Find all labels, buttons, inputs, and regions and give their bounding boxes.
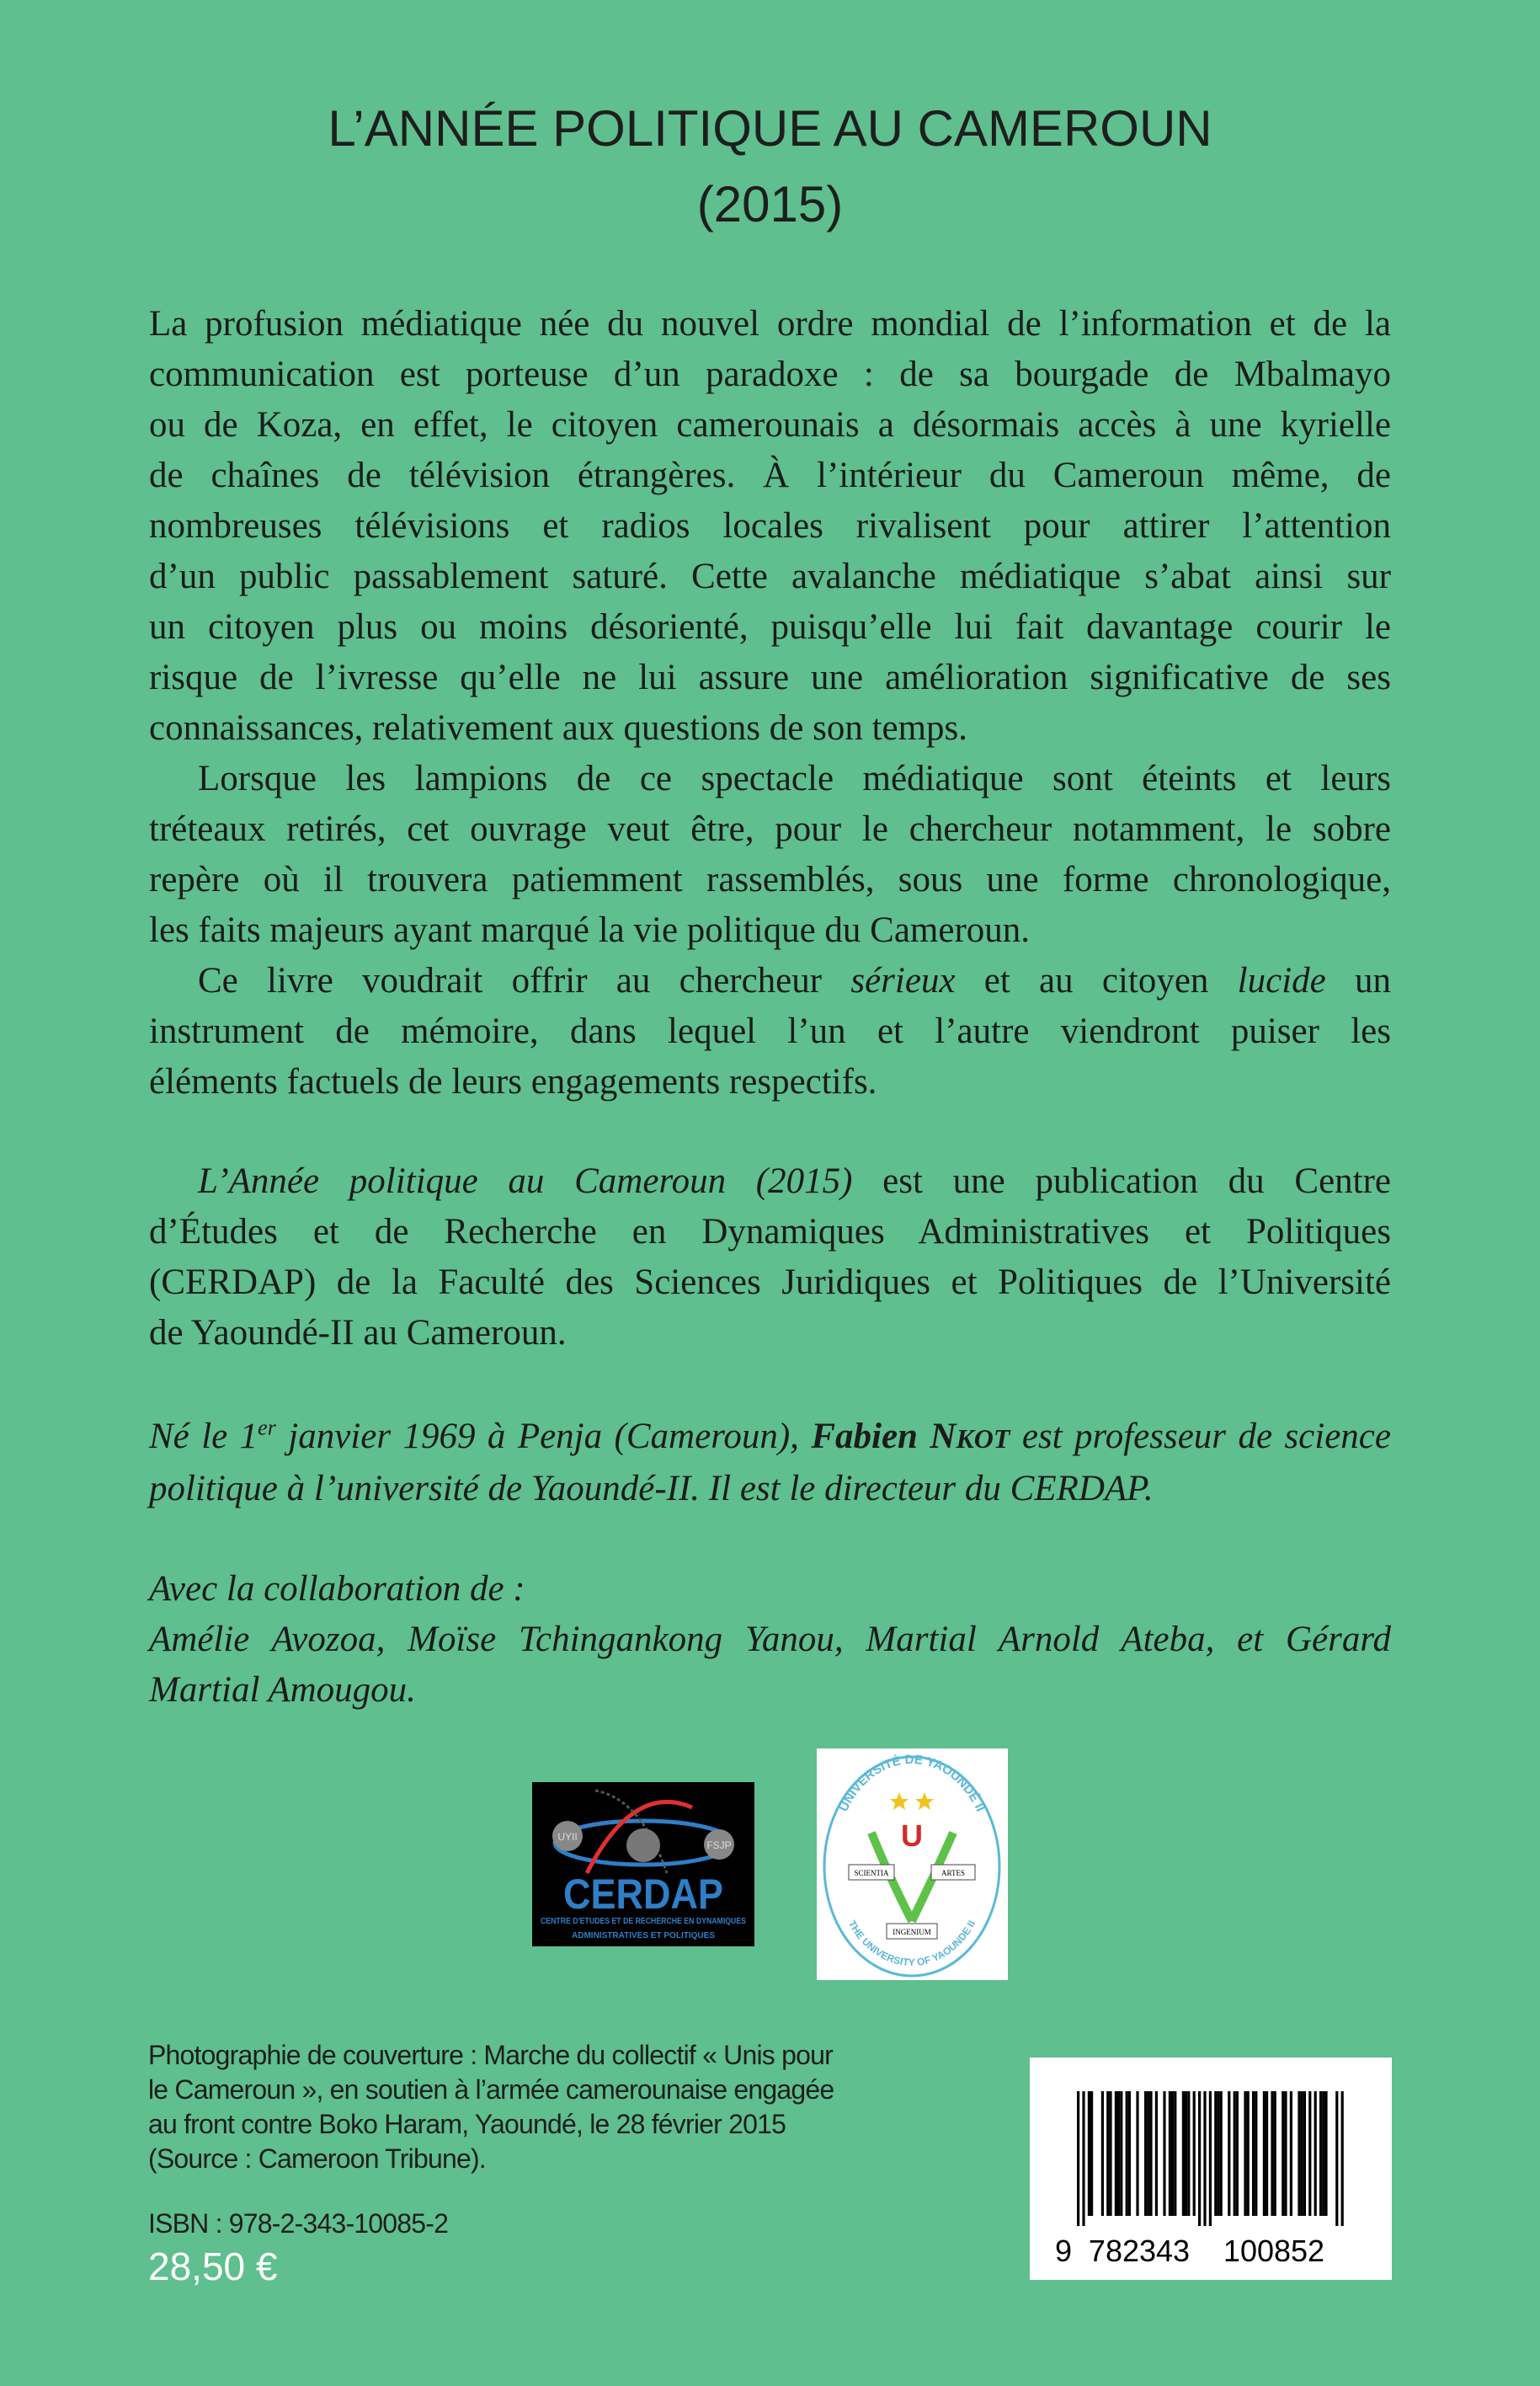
svg-text:UNIVERSITÉ DE YAOUNDÉ II: UNIVERSITÉ DE YAOUNDÉ II	[836, 1752, 988, 1814]
text-line: un citoyen plus ou moins désorienté, puisqu’elle lui fait davantage courir le	[149, 607, 1391, 647]
svg-text:SCIENTIA: SCIENTIA	[854, 1869, 889, 1877]
blurb-paragraph-3	[149, 956, 1391, 1108]
barcode-bar	[1247, 2091, 1250, 2216]
barcode-bar	[1335, 2091, 1338, 2226]
svg-text:CERDAP: CERDAP	[563, 1871, 723, 1918]
author-bio	[149, 1412, 1391, 1514]
text-line: instrument de mémoire, dans lequel l’un et l’autre viendront puiser les	[149, 1012, 1391, 1051]
barcode-bar	[1274, 2091, 1276, 2216]
barcode-bar	[1144, 2091, 1147, 2216]
university-yaounde-ii-logo	[817, 1748, 1008, 1980]
barcode-bar	[1182, 2091, 1185, 2216]
caption-line: (Source : Cameroon Tribune).	[148, 2143, 486, 2174]
text-line: de Yaoundé-II au Cameroun.	[149, 1313, 567, 1353]
text-line: Lorsque les lampions de ce spectacle médiatique sont éteints et leurs	[198, 759, 1391, 798]
cover-photo-caption	[148, 2038, 999, 2176]
barcode-bar	[1209, 2091, 1212, 2226]
barcode-bar	[1341, 2091, 1344, 2226]
cerdap-logo	[532, 1782, 754, 1946]
collaborators	[149, 1564, 1391, 1716]
caption-line: Photographie de couverture : Marche du collectif « Unis pour	[148, 2040, 833, 2070]
barcode-bar	[1234, 2091, 1236, 2216]
text-line: d’un public passablement saturé. Cette avalanche médiatique s’abat ainsi sur	[149, 557, 1391, 596]
svg-text:CENTRE D'ETUDES ET DE RECHERCH: CENTRE D'ETUDES ET DE RECHERCHE EN DYNAMIQUES	[541, 1917, 747, 1926]
blurb	[149, 299, 1391, 956]
barcode-bar	[1149, 2091, 1152, 2216]
text-line: éléments factuels de leurs engagements respectifs.	[149, 1062, 877, 1102]
svg-text:ARTES: ARTES	[941, 1869, 965, 1877]
barcode-bar	[1324, 2091, 1327, 2216]
barcode-bar	[1171, 2091, 1174, 2216]
barcode-bar	[1217, 2091, 1219, 2216]
text-line: (CERDAP) de la Faculté des Sciences Juridiques et Politiques de l’Université	[149, 1262, 1391, 1302]
text-line: Né le 1er janvier 1969 à Penja (Cameroun), Fabien NKOT est professeur de science	[149, 1415, 1391, 1456]
text-line: Ce livre voudrait offrir au chercheur sérieux et au citoyen lucide un	[198, 961, 1391, 1001]
barcode-bar	[1198, 2091, 1201, 2226]
caption-line: le Cameroun », en soutien à l’armée camerounaise engagée	[148, 2074, 834, 2105]
barcode-bar	[1290, 2091, 1292, 2216]
text-line: de chaînes de télévision étrangères. À l’intérieur du Cameroun même, de	[149, 456, 1391, 495]
svg-text:THE UNIVERSITY OF YAOUNDE II: THE UNIVERSITY OF YAOUNDE II	[845, 1918, 978, 1969]
barcode-bar	[1174, 2091, 1176, 2216]
barcode-bar	[1109, 2091, 1111, 2216]
caption-line: au front contre Boko Haram, Yaoundé, le 28 février 2015	[148, 2109, 786, 2139]
barcode-bar	[1082, 2091, 1084, 2226]
barcode-bar	[1120, 2091, 1122, 2216]
barcode-bar	[1244, 2091, 1246, 2216]
barcode-bar	[1147, 2091, 1149, 2216]
publication-note	[149, 1156, 1391, 1358]
text-line: politique à l’université de Yaoundé-II. Il est le directeur du CERDAP.	[149, 1469, 1154, 1508]
barcode-bar	[1314, 2091, 1317, 2216]
text-line: d’Études et de Recherche en Dynamiques Administratives et Politiques	[149, 1212, 1391, 1252]
barcode-bar	[1163, 2091, 1165, 2216]
svg-text:U: U	[901, 1818, 923, 1853]
barcode-bar	[1252, 2091, 1255, 2216]
barcode-digits: 782343	[1088, 2234, 1191, 2268]
caption-column	[148, 2038, 999, 2290]
text-line: connaissances, relativement aux questions de son temps.	[149, 708, 968, 748]
barcode-bar	[1298, 2091, 1300, 2216]
barcode-bar	[1301, 2091, 1303, 2216]
barcode	[1030, 2058, 1392, 2280]
barcode-bar	[1282, 2091, 1284, 2216]
barcode-bar	[1155, 2091, 1158, 2216]
barcode-digits: 100852	[1223, 2234, 1325, 2268]
barcode-bar	[1236, 2091, 1239, 2216]
text-line: repère où il trouvera patiemment rassemblés, sous une forme chronologique,	[149, 860, 1391, 899]
text-line: L’Année politique au Cameroun (2015) est une publication du Centre	[198, 1161, 1392, 1201]
barcode-bar	[1115, 2091, 1117, 2216]
text-line: nombreuses télévisions et radios locales rivalisent pour attirer l’attention	[149, 506, 1391, 546]
barcode-bar	[1263, 2091, 1266, 2216]
svg-text:INGENIUM: INGENIUM	[893, 1928, 931, 1936]
text-line: Avec la collaboration de :	[149, 1569, 525, 1609]
text-line: tréteaux retirés, cet ouvrage veut être, pour le chercheur notamment, le sobre	[149, 809, 1391, 849]
barcode-bar	[1090, 2091, 1093, 2216]
barcode-bar	[1303, 2091, 1306, 2216]
barcode-bar	[1187, 2091, 1190, 2216]
bottom-section	[148, 2038, 1392, 2290]
text-line: La profusion médiatique née du nouvel ordre mondial de l’information et de la	[149, 304, 1391, 344]
barcode-bar	[1128, 2091, 1131, 2216]
text-line: communication est porteuse d’un paradoxe : de sa bourgade de Mbalmayo	[149, 355, 1391, 394]
isbn: ISBN : 978-2-343-10085-2	[148, 2208, 449, 2239]
barcode-bar	[1136, 2091, 1138, 2216]
text-line: les faits majeurs ayant marqué la vie politique du Cameroun.	[149, 910, 1031, 950]
barcode-bar	[1101, 2091, 1104, 2216]
text-line: Martial Amougou.	[149, 1670, 416, 1710]
barcode-bar	[1214, 2091, 1217, 2216]
barcode-bar	[1266, 2091, 1268, 2216]
barcode-bar	[1077, 2091, 1079, 2226]
text-line: ou de Koza, en effet, le citoyen camerounais a désormais accès à une kyrielle	[149, 405, 1391, 445]
svg-text:UYII: UYII	[557, 1831, 578, 1843]
barcode-bar	[1271, 2091, 1273, 2216]
barcode-bar	[1255, 2091, 1257, 2216]
svg-text:ADMINISTRATIVES ET POLITIQUES: ADMINISTRATIVES ET POLITIQUES	[572, 1931, 716, 1940]
barcode-bar	[1088, 2091, 1090, 2216]
logos-row	[532, 1748, 1008, 1980]
barcode-bar	[1319, 2091, 1322, 2216]
barcode-bar	[1322, 2091, 1324, 2216]
barcode-bar	[1185, 2091, 1187, 2216]
price: 28,50 €	[148, 2245, 278, 2288]
back-cover-text	[149, 299, 1391, 1716]
barcode-bar	[1203, 2091, 1206, 2226]
barcode-bar	[1308, 2091, 1311, 2216]
text-line: risque de l’ivresse qu’elle ne lui assure une amélioration significative de ses	[149, 658, 1391, 697]
barcode-digits: 9	[1055, 2234, 1073, 2268]
book-title: L’ANNÉE POLITIQUE AU CAMEROUN	[328, 100, 1212, 157]
barcode-bar	[1117, 2091, 1120, 2216]
text-line: Amélie Avozoa, Moïse Tchingankong Yanou, Martial Arnold Ateba, et Gérard	[149, 1620, 1391, 1659]
barcode-bar	[1126, 2091, 1128, 2216]
barcode-bar	[1284, 2091, 1287, 2216]
barcode-bar	[1106, 2091, 1109, 2216]
svg-text:FSJP: FSJP	[706, 1839, 732, 1851]
barcode-bar	[1193, 2091, 1196, 2216]
barcode-bar	[1228, 2091, 1230, 2216]
barcode-bar	[1220, 2091, 1223, 2216]
barcode-bar	[1169, 2091, 1171, 2216]
author-name: Fabien NKOT	[811, 1417, 1010, 1456]
book-year: (2015)	[696, 176, 844, 232]
